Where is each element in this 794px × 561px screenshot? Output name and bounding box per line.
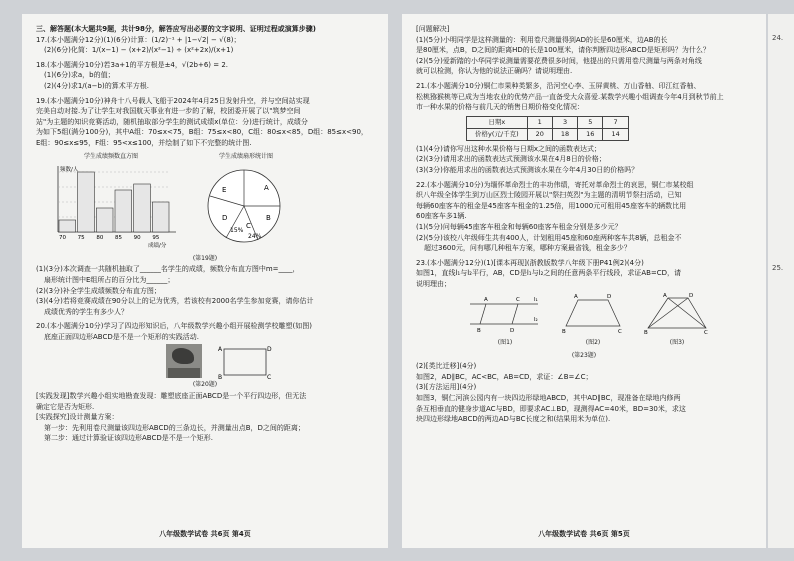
q20-a: 20.(本小题满分10分)学习了四边形知识后，八年级数学兴趣小组开展检测学校雕塑(如图) bbox=[36, 322, 312, 331]
bar-80 bbox=[96, 208, 113, 232]
q20-c: [实践发现]数学兴趣小组实地勘查发现：雕塑底座正面ABCD是一个平行四边形，但无法 bbox=[36, 392, 307, 401]
table-cell: 16 bbox=[578, 128, 603, 140]
q22-c: 每辆60座客车的租金是45座客车租金的1.25倍，用1000元可租用45座客车的辆数比用 bbox=[416, 201, 687, 210]
figure-23-2 bbox=[560, 292, 626, 348]
svg-text:A: A bbox=[484, 297, 488, 304]
x-tick-label: 70 bbox=[59, 235, 66, 242]
figure-23-3-caption: (图3) bbox=[669, 339, 685, 347]
x-tick-label: 80 bbox=[96, 235, 104, 242]
q23-2b: 如图2，AD∥BC，AC<BC，AB=CD，求证：∠B=∠C； bbox=[416, 372, 593, 381]
q21-1: (1)(4分)请你写出这种水果价格与日期x之间的函数表达式； bbox=[416, 144, 601, 153]
x-tick-label: 75 bbox=[77, 235, 85, 242]
q22-2b: 超过3600元，问有哪几种租车方案，哪种方案最省钱，租金多少？ bbox=[424, 244, 631, 253]
table-header: 日期x bbox=[467, 116, 528, 128]
figure-23-1 bbox=[468, 292, 542, 348]
q23-3c: 条互相垂直的健身步道AC与BD，即要求AC⊥BD，现测得AC=40米，BD=30米，求这 bbox=[416, 404, 686, 413]
pie-label-a: A bbox=[264, 184, 269, 193]
svg-text:A: A bbox=[574, 294, 578, 301]
pie-label-d: D bbox=[222, 214, 228, 223]
q19-1b: 扇形统计图中E组所占的百分比为______； bbox=[44, 275, 175, 284]
q23-a: 23.(本小题满分12分)(1)[课本再现](浙教版数学八年级下册P41例2)(4分) bbox=[416, 258, 644, 267]
price-table bbox=[466, 116, 629, 141]
svg-text:l₂: l₂ bbox=[534, 317, 538, 324]
pie-pct-24: 24% bbox=[248, 233, 262, 241]
figure-19-caption: (第19题) bbox=[192, 254, 218, 262]
rectangle-abcd-figure bbox=[216, 344, 272, 380]
q19-text: 站"为主题的知识竞赛活动，随机抽取部分学生的测试成绩x(单位：分)进行统计，成绩分 bbox=[36, 117, 308, 126]
svg-text:l₁: l₁ bbox=[534, 297, 538, 304]
svg-text:D: D bbox=[267, 346, 272, 354]
table-cell: 14 bbox=[603, 128, 628, 140]
q22-a: 22.(本小题满分10分)为缅怀革命烈士的丰功伟绩，寄托对革命烈士的哀思，铜仁市某校组 bbox=[416, 180, 694, 189]
svg-text:B: B bbox=[218, 374, 223, 381]
q23-c: 说明理由； bbox=[416, 279, 451, 288]
sculpture-photo bbox=[166, 344, 202, 378]
problem-heading: [问题解决] bbox=[416, 25, 450, 33]
bar-70 bbox=[59, 220, 76, 232]
figure-23-1-caption: (图1) bbox=[497, 339, 513, 347]
table-cell: 7 bbox=[603, 116, 628, 128]
q19-3: (3)(4分)若将竞赛成绩在90分以上的记为优秀，若该校有2000名学生参加竞赛，请你估计 bbox=[36, 297, 314, 306]
svg-text:A: A bbox=[218, 346, 223, 354]
svg-text:D: D bbox=[689, 293, 694, 300]
q20-2: (2)(5分)爱新踏的小华同学说测量需要花费很多时间，他提出的只需用卷尺测量与两条对角线 bbox=[416, 56, 702, 65]
table-cell: 20 bbox=[527, 128, 552, 140]
x-tick-label: 95 bbox=[152, 235, 160, 242]
q23-b: 如图1，直线l₁与l₂平行，AB，CD是l₁与l₂之间的任意两条平行线段，求证AB=CD，请 bbox=[416, 269, 682, 278]
y-axis-label: 频数/人 bbox=[60, 167, 79, 174]
section-title: 三、解答题(本大题共9题，共计98分，解答应写出必要的文字说明、证明过程或演算步骤) bbox=[36, 25, 317, 33]
q18-2: (2)(4分)求1/(a−b)的算术平方根. bbox=[44, 81, 149, 90]
pie-chart-svg bbox=[196, 162, 296, 248]
table-header: 价格y(元/千克) bbox=[467, 128, 528, 140]
figure-23-3 bbox=[644, 292, 710, 348]
pie-chart bbox=[196, 152, 296, 252]
q20-f: 第一步：先利用卷尺测量该四边形ABCD的三条边长，并测量出点B，D之间的距离； bbox=[44, 423, 305, 432]
table-cell: 3 bbox=[552, 116, 577, 128]
q19-text: 为如下5组(满分100分)，其中A组：70≤x<75，B组：75≤x<80，C组：80≤x<85，D组：85≤x<90， bbox=[36, 128, 368, 137]
pie-chart-title: 学生成绩扇形统计图 bbox=[218, 152, 273, 160]
table-row bbox=[467, 116, 629, 128]
page-footer-left: 八年级数学试卷 共6页 第4页 bbox=[159, 530, 251, 539]
svg-text:B: B bbox=[562, 329, 566, 335]
bar-85 bbox=[115, 190, 132, 232]
q17: 17.(本小题满分12分)(1)(6分)计算：(1/2)⁻¹ + |1−√2| − √(8)； bbox=[36, 35, 241, 44]
q23-2: (2)[类比迁移](4分) bbox=[416, 362, 477, 371]
q21-c: 市一种水果的价格与前几天的销售日期价格变化情况： bbox=[416, 103, 584, 112]
q19-3b: 成绩优秀的学生有多少人？ bbox=[44, 307, 128, 316]
q23-3d: 块四边形绿地ABCD的两边AD与BC长度之和(结果用米为单位). bbox=[416, 415, 611, 424]
svg-text:D: D bbox=[607, 294, 612, 301]
figure-19 bbox=[36, 152, 374, 252]
q20-1b: 是80厘米，点B，D之间的距离HD的长是100厘米，请你判断四边形ABCD是矩形吗？为什么？ bbox=[416, 46, 710, 55]
strip-q24: 24. bbox=[772, 34, 784, 42]
q20-2b: 就可以检测，你认为他的说法正确吗？请说明理由. bbox=[416, 67, 573, 76]
svg-text:A: A bbox=[663, 293, 667, 300]
x-axis-label: 成绩/分 bbox=[148, 243, 167, 249]
bar-75 bbox=[78, 172, 95, 232]
q20-e: [实践探究]设计测量方案： bbox=[36, 413, 119, 422]
table-cell: 18 bbox=[552, 128, 577, 140]
q21-a: 21.(本小题满分10分)铜仁市果种类繁多，沿河空心李、玉屏黄桃、万山香柚、印江红香柚、 bbox=[416, 81, 701, 90]
q20-g: 第二步：通过计算验证该四边形ABCD是不是一个矩形. bbox=[44, 434, 213, 443]
bar-90 bbox=[134, 184, 151, 232]
bar-chart-svg bbox=[36, 162, 186, 248]
q22-1: (1)(5分)问每辆45座客车租金和每辆60座客车租金分别是多少元？ bbox=[416, 222, 622, 231]
page-footer-right: 八年级数学试卷 共6页 第5页 bbox=[538, 530, 630, 539]
q18: 18.(本小题满分10分)若3a+1的平方根是±4，√(2b+6) = 2. bbox=[36, 60, 229, 69]
pie-label-c: C bbox=[246, 222, 251, 231]
table-row bbox=[467, 128, 629, 140]
page-right bbox=[402, 14, 766, 548]
figure-20 bbox=[166, 344, 374, 380]
q20-1: (1)(5分)小明同学是这样测量的：利用卷尺测量得到AD的长是60厘米，边AB的长 bbox=[416, 35, 668, 44]
q21-b: 松桃猕猴桃等已成为当地农业的优势产品一直备受大众喜爱.某数学兴趣小组调查今年4月到秋节前上 bbox=[416, 92, 724, 101]
q19-text: E组：90≤x≤95，F组：95<x≤100，并绘制了如下不完整的统计图. bbox=[36, 138, 252, 147]
pie-pct-15: 15% bbox=[230, 227, 244, 235]
q19-text: 完美自动对接.为了让学生对我国航天事业有进一步的了解，校团委开展了以"筑梦空间 bbox=[36, 107, 301, 116]
bar-chart-title: 学生成绩频数直方图 bbox=[83, 152, 138, 160]
svg-text:C: C bbox=[267, 374, 272, 381]
q21-3: (3)(3分)你能用求出的函数表达式预测该水果在今年4月30日的价格吗？ bbox=[416, 165, 639, 174]
q19-1: (1)(3分)本次调查一共随机抽取了______名学生的成绩，频数分布直方图中m=____， bbox=[36, 265, 300, 274]
next-page-strip bbox=[768, 14, 794, 548]
table-cell: 5 bbox=[578, 116, 603, 128]
q22-2: (2)(5分)该校八年级师生共有400人，计划租用45座和60座两种客车共8辆，总租金不 bbox=[416, 233, 682, 242]
q19-text: 19.(本小题满分10分)神舟十八号载人飞船于2024年4月25日发射升空，并与空间站实现 bbox=[36, 96, 310, 105]
svg-text:C: C bbox=[704, 330, 708, 335]
figure-20-caption: (第20题) bbox=[192, 381, 218, 389]
q23-3: (3)[方法运用](4分) bbox=[416, 383, 477, 392]
figure-23 bbox=[468, 292, 752, 348]
pie-label-b: B bbox=[266, 214, 271, 223]
x-tick-label: 90 bbox=[133, 235, 141, 242]
q20-d: 确定它是否为矩形. bbox=[36, 402, 95, 411]
q21-2: (2)(3分)请用求出的函数表达式预测该水果在4月8日的价格； bbox=[416, 155, 606, 164]
q20-b: 底座正面四边形ABCD是不是一个矩形的实践活动. bbox=[44, 332, 199, 341]
q19-2: (2)(3分)补全学生成绩频数分布直方图； bbox=[36, 286, 161, 295]
svg-text:D: D bbox=[510, 328, 515, 335]
svg-text:C: C bbox=[618, 329, 622, 335]
strip-q25: 25. bbox=[772, 264, 784, 272]
page-left bbox=[22, 14, 388, 548]
table-cell: 1 bbox=[527, 116, 552, 128]
bar-95 bbox=[152, 202, 169, 232]
svg-text:C: C bbox=[516, 297, 520, 304]
q23-3b: 如图3，铜仁河滨公园内有一块四边形绿地ABCD，其中AD∥BC，现准备在绿地内修两 bbox=[416, 394, 681, 403]
q22-d: 60座客车多1辆. bbox=[416, 212, 467, 221]
pie-label-e: E bbox=[222, 186, 227, 195]
figure-23-caption: (第23题) bbox=[571, 351, 597, 359]
svg-text:B: B bbox=[644, 330, 648, 335]
figure-23-2-caption: (图2) bbox=[585, 339, 601, 347]
svg-text:B: B bbox=[477, 328, 481, 335]
q22-b: 织八年级全体学生到万山区烈士陵园开展以"祭扫英烈"为主题的清明节祭扫活动，已知 bbox=[416, 191, 682, 200]
bar-chart bbox=[36, 152, 186, 252]
q17-2: (2)(6分)化简：1/(x−1) − (x+2)/(x²−1) ÷ (x²+2x)/(x+1) bbox=[44, 46, 234, 55]
x-tick-label: 85 bbox=[115, 235, 122, 242]
q18-1: (1)(6分)求a，b的值； bbox=[44, 71, 115, 80]
